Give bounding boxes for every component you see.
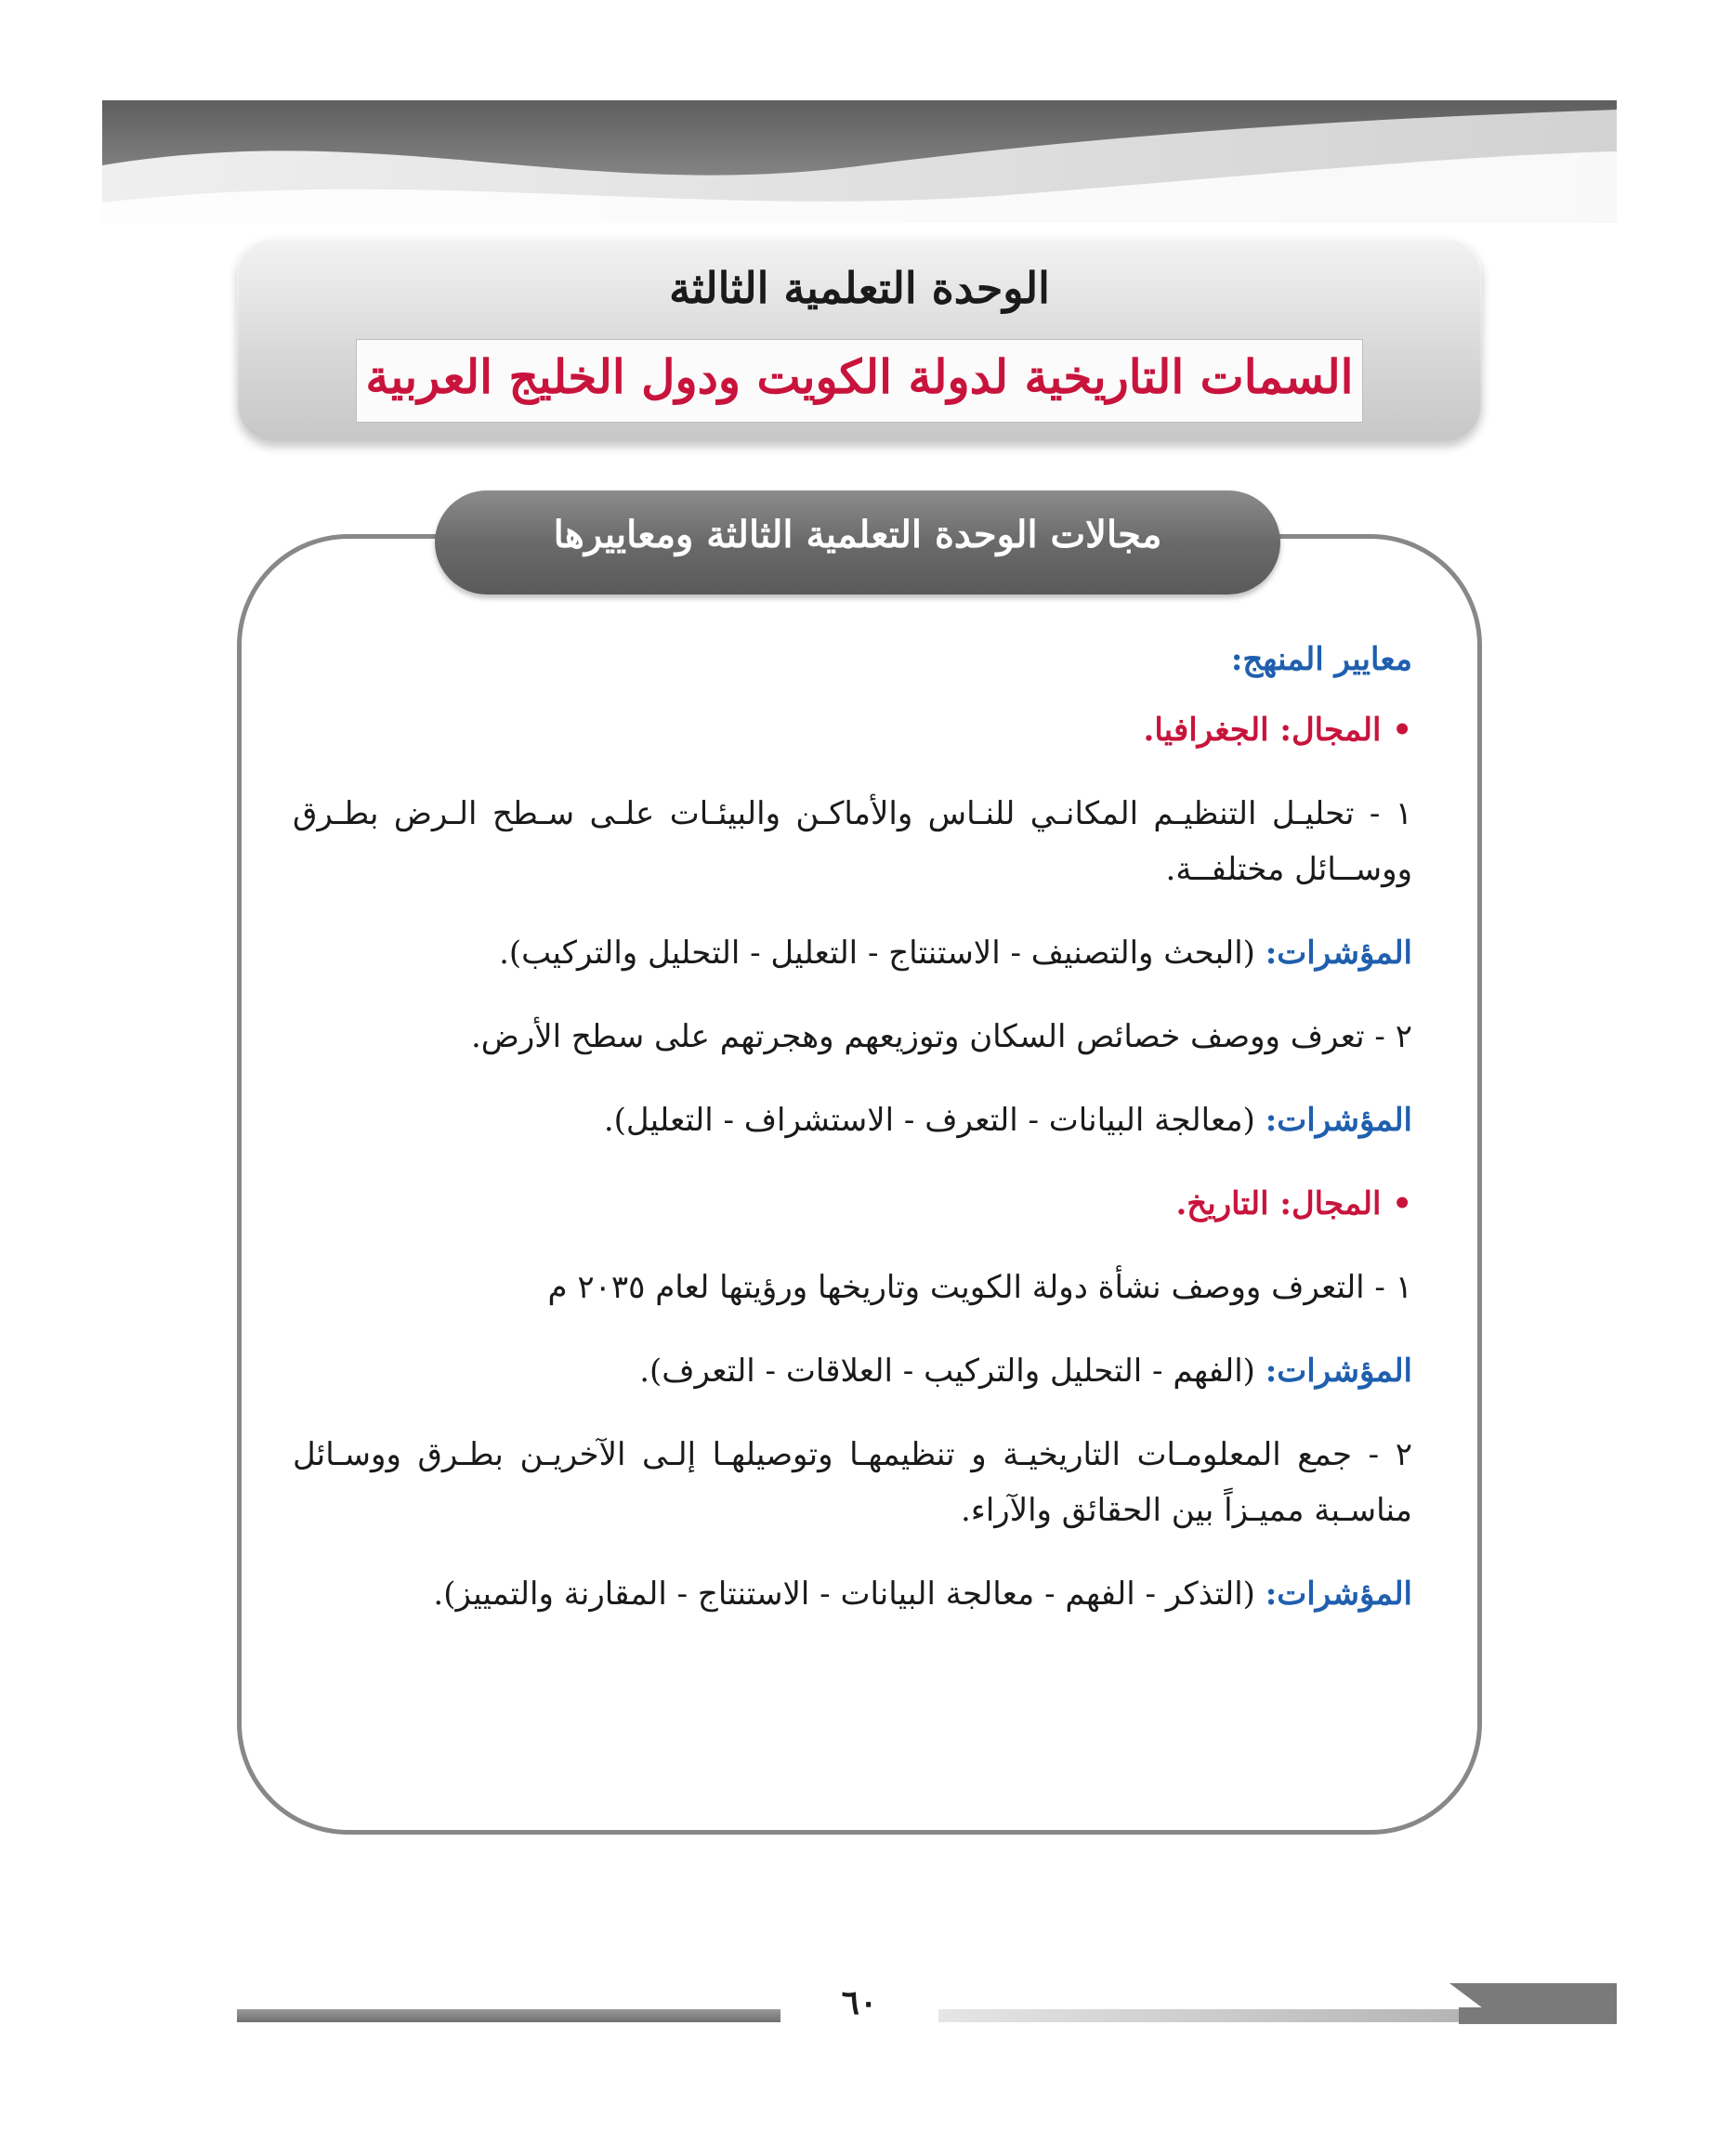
geography-indicators-1 <box>256 925 1463 981</box>
geography-indicators-2 <box>256 1092 1463 1148</box>
page-footer <box>0 1974 1718 2039</box>
history-indicators-2 <box>256 1566 1463 1622</box>
bullet-icon: • <box>1392 1185 1412 1222</box>
indicator-label: المؤشرات: <box>1265 1352 1412 1390</box>
indicator-label: المؤشرات: <box>1265 934 1412 972</box>
footer-bar-left <box>237 2009 780 2022</box>
indicator-text: (التذكر - الفهم - معالجة البيانات - الاستنتاج - المقارنة والتمييز). <box>433 1575 1255 1613</box>
standards-content <box>256 632 1463 1802</box>
geography-standard-1: ١ - تحليـل التنظيـم المكانـي للنـاس والأماكـن والبيئـات علـى سـطح الـرض بطـرق ووســائل مختلفــة. <box>293 795 1412 888</box>
history-indicators-1 <box>256 1343 1463 1399</box>
section-title: مجالات الوحدة التعلمية الثالثة ومعاييرها <box>553 513 1162 556</box>
top-decorative-band <box>102 100 1617 223</box>
indicator-text: (الفهم - التحليل والتركيب - العلاقات - التعرف). <box>639 1352 1255 1390</box>
page-number: ٦٠ <box>841 1983 878 2022</box>
footer-tab-right <box>1459 2007 1617 2024</box>
history-standard-2: ٢ - جمع المعلومـات التاريخيـة و تنظيمهـا وتوصيلهـا إلـى الآخريـن بطـرق ووسـائل مناسـبة مميـزاً بين الحقائق والآراء. <box>293 1436 1412 1529</box>
indicator-text: (معالجة البيانات - التعرف - الاستشراف - التعليل). <box>603 1102 1255 1139</box>
unit-title: الوحدة التعلمية الثالثة <box>669 263 1050 313</box>
domain-geography <box>256 702 1463 758</box>
indicator-label: المؤشرات: <box>1265 1575 1412 1613</box>
unit-subtitle: السمات التاريخية لدولة الكويت ودول الخليج العربية <box>365 349 1354 404</box>
unit-subtitle-box <box>356 339 1363 423</box>
domain-geography-label: المجال: الجغرافيا. <box>1143 712 1382 749</box>
indicator-label: المؤشرات: <box>1265 1102 1412 1139</box>
domain-history-label: المجال: التاريخ. <box>1175 1185 1382 1222</box>
geography-standard-2: ٢ - تعرف ووصف خصائص السكان وتوزيعهم وهجرتهم على سطح الأرض. <box>470 1018 1412 1055</box>
domain-history <box>256 1176 1463 1232</box>
history-standard-1: ١ - التعرف ووصف نشأة دولة الكويت وتاريخها ورؤيتها لعام ٢٠٣٥ م <box>547 1269 1412 1306</box>
indicator-text: (البحث والتصنيف - الاستنتاج - التعليل - التحليل والتركيب). <box>499 934 1255 972</box>
section-title-pill <box>435 490 1280 595</box>
unit-header-box <box>237 237 1482 441</box>
footer-bar-right <box>938 2009 1459 2022</box>
bullet-icon: • <box>1392 712 1412 749</box>
curriculum-standards-heading: معايير المنهج: <box>1230 641 1412 678</box>
